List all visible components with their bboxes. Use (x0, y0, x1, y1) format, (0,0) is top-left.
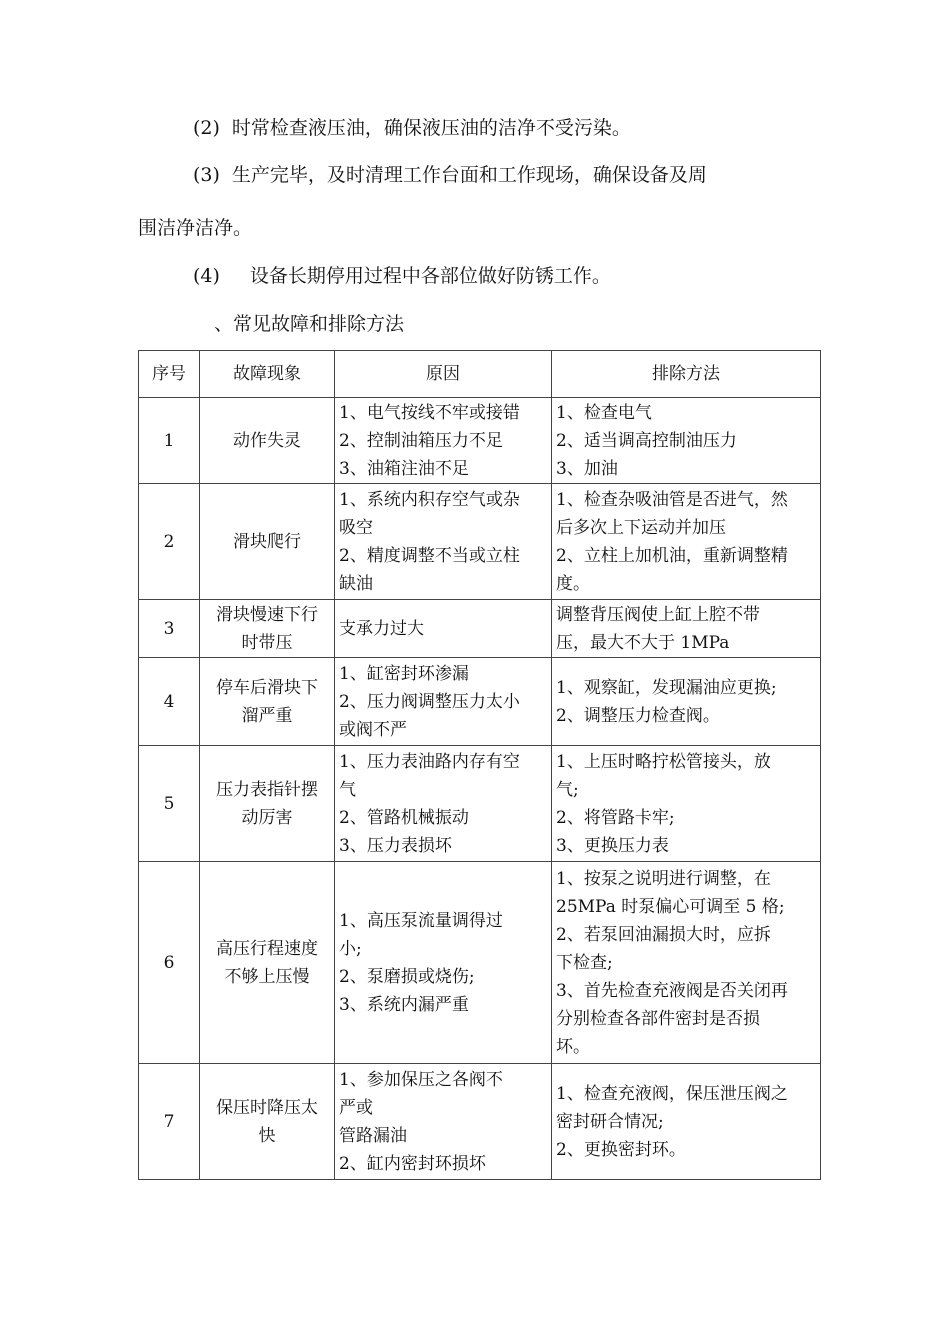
cell-line: 1、参加保压之各阀不 (339, 1069, 503, 1090)
cell-line: 压力表指针摆 (216, 779, 318, 800)
item-number: (4) (193, 265, 220, 287)
cell-line: 2、控制油箱压力不足 (339, 430, 503, 451)
cell-line: 分别检查各部件密封是否损 (556, 1008, 760, 1029)
table-row (139, 600, 821, 658)
cell-fix (552, 398, 821, 484)
cell-line: 2、泵磨损或烧伤; (339, 966, 475, 987)
cell-cause (335, 484, 552, 600)
cell-no: 2 (139, 484, 200, 600)
paragraph-item-3-continued: 围洁净洁净。 (138, 217, 253, 239)
paragraph-text: 生产完毕，及时清理工作台面和工作现场，确保设备及周 (231, 164, 707, 186)
cell-fix (552, 862, 821, 1064)
cell-line: 2、调整压力检查阀。 (556, 705, 720, 726)
table-header-row (139, 351, 821, 398)
cell-no: 6 (139, 862, 200, 1064)
cell-line: 保压时降压太 (216, 1097, 318, 1118)
cell-line: 3、系统内漏严重 (339, 994, 469, 1015)
cell-line: 气; (556, 779, 579, 800)
header-cell-no: 序号 (139, 351, 200, 398)
cell-symptom (200, 746, 335, 862)
cell-line: 3、首先检查充液阀是否关闭再 (556, 980, 788, 1001)
cell-line: 25MPa 时泵偏心可调至 5 格; (556, 896, 785, 917)
header-cell-symptom: 故障现象 (200, 351, 335, 398)
cell-line: 度。 (556, 573, 590, 594)
cell-no: 3 (139, 600, 200, 658)
cell-line: 调整背压阀使上缸上腔不带 (556, 604, 760, 625)
cell-cause (335, 600, 552, 658)
cell-line: 下检查; (556, 952, 613, 973)
cell-symptom (200, 658, 335, 746)
cell-line: 严或 (339, 1097, 373, 1118)
cell-cause (335, 746, 552, 862)
cell-symptom (200, 1064, 335, 1180)
cell-line: 气 (339, 779, 356, 800)
paragraph-item-3 (193, 162, 707, 188)
cell-line: 缺油 (339, 573, 373, 594)
item-number: (2) (193, 117, 220, 139)
table-row (139, 862, 821, 1064)
cell-line: 1、按泵之说明进行调整，在 (556, 868, 771, 889)
cell-line: 3、更换压力表 (556, 835, 669, 856)
cell-line: 滑块爬行 (233, 531, 301, 552)
cell-cause (335, 658, 552, 746)
cell-line: 1、上压时略拧松管接头，放 (556, 751, 771, 772)
cell-symptom (200, 862, 335, 1064)
cell-cause (335, 1064, 552, 1180)
cell-line: 滑块慢速下行 (216, 604, 318, 625)
table-row (139, 398, 821, 484)
cell-symptom (200, 398, 335, 484)
cell-line: 支承力过大 (339, 618, 424, 639)
cell-line: 小; (339, 938, 362, 959)
cell-line: 不够上压慢 (224, 966, 310, 987)
item-number: (3) (193, 164, 220, 186)
cell-line: 2、缸内密封环损坏 (339, 1153, 486, 1174)
cell-symptom (200, 484, 335, 600)
paragraph-item-4 (193, 263, 611, 289)
cell-line: 1、观察缸，发现漏油应更换; (556, 677, 777, 698)
cell-line: 2、精度调整不当或立柱 (339, 545, 520, 566)
cell-no: 4 (139, 658, 200, 746)
paragraph-text: 设备长期停用过程中各部位做好防锈工作。 (249, 265, 611, 287)
cell-line: 或阀不严 (339, 719, 407, 740)
paragraph-text: 时常检查液压油，确保液压油的洁净不受污染。 (231, 117, 631, 139)
cell-line: 1、高压泵流量调得过 (339, 910, 503, 931)
table-row (139, 1064, 821, 1180)
cell-line: 密封研合情况; (556, 1111, 664, 1132)
cell-line: 2、更换密封环。 (556, 1139, 686, 1160)
header-cell-cause: 原因 (335, 351, 552, 398)
cell-line: 1、检查充液阀，保压泄压阀之 (556, 1083, 788, 1104)
cell-line: 坏。 (556, 1036, 590, 1057)
cell-line: 1、缸密封环渗漏 (339, 663, 469, 684)
cell-fix (552, 600, 821, 658)
header-cell-fix: 排除方法 (552, 351, 821, 398)
cell-no: 5 (139, 746, 200, 862)
cell-line: 时带压 (241, 632, 293, 653)
cell-line: 动厉害 (241, 807, 293, 828)
cell-fix (552, 484, 821, 600)
cell-line: 2、管路机械振动 (339, 807, 469, 828)
cell-line: 2、将管路卡牢; (556, 807, 675, 828)
cell-line: 3、加油 (556, 458, 618, 479)
cell-line: 快 (258, 1125, 276, 1146)
cell-line: 溜严重 (241, 705, 293, 726)
cell-no: 7 (139, 1064, 200, 1180)
cell-fix (552, 1064, 821, 1180)
cell-line: 高压行程速度 (216, 938, 318, 959)
cell-line: 1、检查杂吸油管是否进气，然 (556, 489, 788, 510)
fault-table (138, 350, 821, 1180)
cell-line: 1、系统内积存空气或杂 (339, 489, 520, 510)
cell-line: 2、压力阀调整压力太小 (339, 691, 520, 712)
cell-line: 压，最大不大于 1MPa (556, 632, 730, 653)
table-row (139, 484, 821, 600)
cell-line: 后多次上下运动并加压 (556, 517, 726, 538)
cell-cause (335, 862, 552, 1064)
cell-line: 2、若泵回油漏损大时，应拆 (556, 924, 771, 945)
cell-line: 2、适当调高控制油压力 (556, 430, 737, 451)
cell-cause (335, 398, 552, 484)
cell-fix (552, 746, 821, 862)
cell-line: 吸空 (339, 517, 373, 538)
cell-line: 1、检查电气 (556, 402, 652, 423)
cell-line: 停车后滑块下 (216, 677, 318, 698)
cell-symptom (200, 600, 335, 658)
cell-line: 3、压力表损坏 (339, 835, 452, 856)
paragraph-item-2 (193, 115, 631, 141)
cell-fix (552, 658, 821, 746)
cell-line: 2、立柱上加机油，重新调整精 (556, 545, 788, 566)
cell-line: 1、压力表油路内存有空 (339, 751, 520, 772)
table-row (139, 746, 821, 862)
cell-line: 3、油箱注油不足 (339, 458, 469, 479)
cell-line: 1、电气按线不牢或接错 (339, 402, 520, 423)
cell-line: 动作失灵 (233, 430, 301, 451)
table-row (139, 658, 821, 746)
section-title: 、常见故障和排除方法 (214, 313, 405, 335)
cell-no: 1 (139, 398, 200, 484)
cell-line: 管路漏油 (339, 1125, 407, 1146)
